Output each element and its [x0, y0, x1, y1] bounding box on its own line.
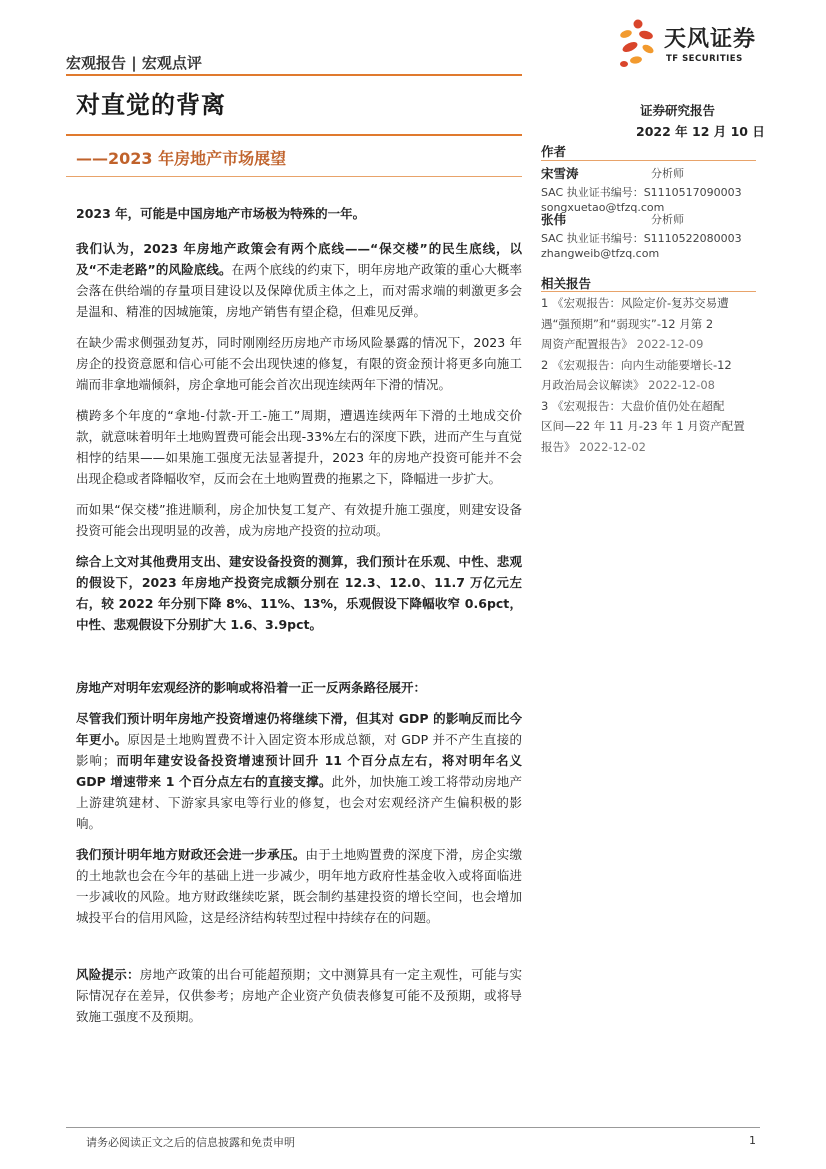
related-line: 3 《宏观报告：大盘价值仍处在超配 [541, 398, 725, 413]
related-list [541, 293, 756, 457]
paragraph-emphasis: 尽管我们预计明年房地产投资增速仍将继续下滑，但其对 GDP 的影响反而比今年更小。 [76, 711, 522, 747]
related-section [541, 274, 756, 292]
author-email[interactable]: songxuetao@tfzq.com [541, 201, 665, 214]
risk-warning [76, 964, 522, 1027]
risk-text: 房地产政策的出台可能超预期；文中测算具有一定主观性，可能与实际情况存在差异，仅供参考；房地产企业资产负债表修复可能不及预期，或将导致施工强度不及预期。 [76, 967, 522, 1024]
related-line: 月政治局会议解读》 [541, 378, 645, 392]
related-report-link[interactable] [541, 355, 756, 396]
paragraph-text: 由于土地购置费的深度下滑，房企实缴的土地款也会在今年的基础上进一步减少，明年地方政府性基金收入或将面临进一步减收的风险。地方财政继续吃紧，既会制约基建投资的增长空间，也会增加城投平台的信用风险，这是经济结构转型过程中持续存在的问题。 [76, 847, 522, 925]
author-email[interactable]: zhangweib@tfzq.com [541, 247, 660, 260]
paragraph-text: 在两个底线的约束下，明年房地产政策的重心大概率会落在供给端的存量项目建设以及保障优质主体之上，而对需求端的刺激更多会是温和、精准的因城施策，房地产销售有望企稳，但难见反弹。 [76, 262, 522, 319]
report-type: 证券研究报告 [640, 103, 716, 118]
related-report-link[interactable] [541, 293, 756, 355]
paragraph: 在缺少需求侧强劲复苏，同时刚刚经历房地产市场风险暴露的情况下，2023 年房企的投资意愿和信心可能不会出现快速的修复，有限的资金预计将更多向施工端而非拿地端倾斜，房企拿地可能会首次出现连续两年下滑的情况。 [76, 335, 522, 392]
paragraph-emphasis: 而明年建安设备投资增速预计回升 11 个百分点左右，将对明年名义 GDP 增速带来 1 个百分点左右的直接支撑。 [76, 753, 522, 789]
paragraph: 横跨多个年度的“拿地-付款-开工-施工”周期，遭遇连续两年下滑的土地成交价款，就意味着明年土地购置费可能会出现-33%左右的深度下跌，进而产生与直觉相悖的结果——如果施工强度无法显著提升，2023 年的房地产投资可能并不会出现企稳或者降幅收窄，反而会在土地购置费的拖累之下，降幅进一步扩大。 [76, 408, 522, 486]
footer-disclaimer[interactable]: 请务必阅读正文之后的信息披露和免责申明 [86, 1136, 295, 1149]
page-number: 1 [749, 1134, 756, 1147]
footer-divider [66, 1127, 760, 1128]
author-role: 分析师 [651, 213, 684, 226]
risk-label: 风险提示： [76, 967, 140, 982]
author-name: 宋雪涛 [541, 166, 579, 181]
related-heading: 相关报告 [541, 276, 592, 291]
author-cert: SAC 执业证书编号：S1110522080003 [541, 232, 742, 245]
title-divider [66, 134, 522, 136]
paragraph [76, 844, 522, 928]
related-report-link[interactable] [541, 396, 756, 458]
related-divider [541, 291, 756, 292]
paragraph-emphasis: 我们认为，2023 年房地产政策会有两个底线——“保交楼”的民生底线，以及“不走老路”的风险底线。 [76, 241, 522, 277]
paragraph-text: 此外，加快施工竣工将带动房地产上游建筑建材、下游家具家电等行业的修复，也会对宏观经济产生偏积极的影响。 [76, 774, 522, 831]
report-date: 2022 年 12 月 10 日 [636, 124, 765, 139]
paragraph-lead: 2023 年，可能是中国房地产市场极为特殊的一年。 [76, 206, 366, 221]
related-date: 2022-12-09 [636, 337, 704, 351]
related-line: 周资产配置报告》 [541, 337, 633, 351]
paragraph [76, 238, 522, 322]
logo-mark-icon [616, 18, 664, 74]
paragraph: 而如果“保交楼”推进顺利，房企加快复工复产、有效提升施工强度，则建安设备投资可能会出现明显的改善，成为房地产投资的拉动项。 [76, 502, 522, 538]
brand-logo [616, 18, 766, 74]
paragraph-summary: 综合上文对其他费用支出、建安设备投资的测算，我们预计在乐观、中性、悲观的假设下，2023 年房地产投资完成额分别在 12.3、12.0、11.7 万亿元左右，较 2022 年分别下降 8%、11%、13%，乐观假设下降幅收窄 0.6pct，中性、悲观假设下分别扩大 1.6、3.9pct。 [76, 554, 522, 632]
author-role: 分析师 [651, 167, 684, 180]
authors-divider [541, 160, 756, 161]
author-name: 张伟 [541, 212, 567, 227]
logo-text-en: TF SECURITIES [666, 54, 743, 64]
paragraph-heading: 房地产对明年宏观经济的影响或将沿着一正一反两条路径展开： [76, 680, 427, 695]
related-line: 区间—22 年 11 月-23 年 1 月资产配置 [541, 419, 745, 433]
author-block [541, 210, 756, 260]
logo-text-cn: 天风证券 [664, 27, 757, 52]
related-line: 1 《宏观报告：风险定价-复苏交易遭 [541, 296, 729, 310]
related-line: 报告》 [541, 439, 576, 454]
page-subtitle: ——2023 年房地产市场展望 [76, 149, 287, 168]
subtitle-divider [66, 176, 522, 177]
authors-heading: 作者 [541, 144, 567, 159]
page-title: 对直觉的背离 [76, 91, 226, 119]
related-date: 2022-12-08 [648, 378, 715, 392]
authors-section [541, 142, 756, 160]
paragraph-text: 原因是土地购置费不计入固定资本形成总额，对 GDP 并不产生直接的影响； [76, 732, 522, 768]
header-divider [66, 74, 522, 76]
related-line: 遇“强预期”和“弱现实”-12 月第 2 [541, 316, 714, 331]
report-category: 宏观报告 | 宏观点评 [66, 54, 202, 72]
body-text [76, 203, 522, 1027]
related-line: 2 《宏观报告：向内生动能要增长-12 [541, 357, 732, 372]
paragraph-emphasis: 我们预计明年地方财政还会进一步承压。 [76, 847, 306, 862]
paragraph [76, 708, 522, 834]
related-date: 2022-12-02 [579, 439, 646, 454]
author-cert: SAC 执业证书编号：S1110517090003 [541, 186, 742, 199]
